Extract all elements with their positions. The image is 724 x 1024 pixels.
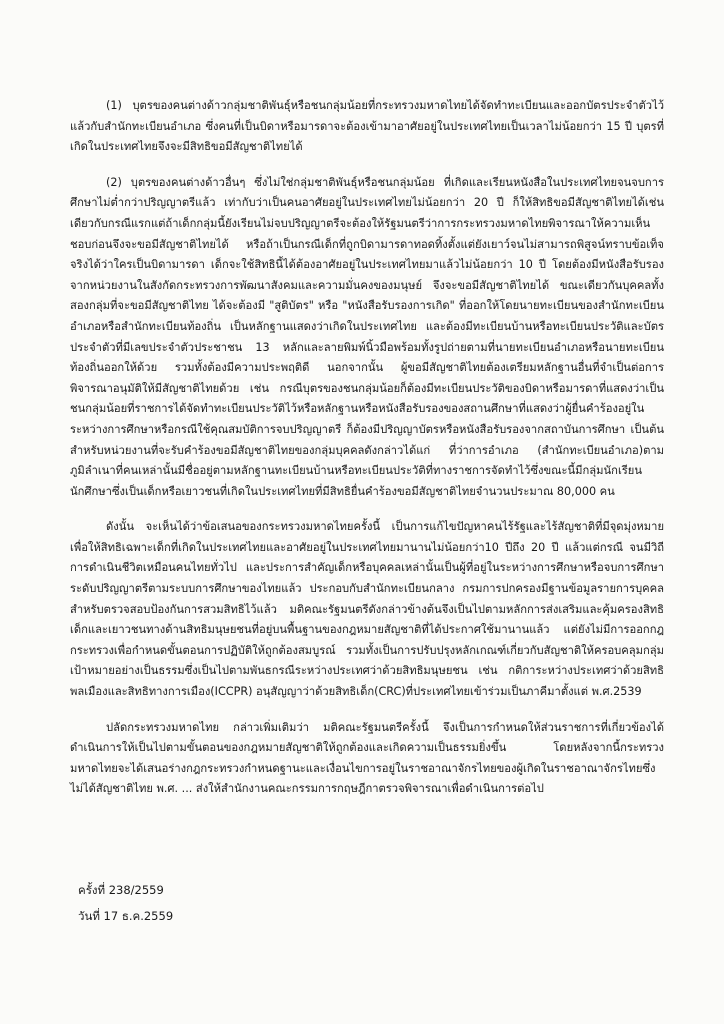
- paragraph-1: [70, 96, 664, 158]
- paragraph-1-text: (1) บุตรของคนต่างด้าวกลุ่มชาติพันธุ์หรือชนกลุ่มน้อยที่กระทรวงมหาดไทยได้จัดทำทะเบียนและออกบัตรประจำตัวไว้แล้วกับสำนักทะเบียนอำเภอ ซึ่งคนที่เป็นบิดาหรือมารดาจะต้องเข้ามาอาศัยอยู่ในประเทศไทยเป็นเวลาไม่น้อยกว่า 15 ปี บุตรที่เกิดในประเทศไทยจึงจะมีสิทธิขอมีสัญชาติไทยได้: [70, 99, 664, 154]
- paragraph-2: [70, 173, 664, 503]
- paragraph-2-text: (2) บุตรของคนต่างด้าวอื่นๆ ซึ่งไม่ใช่กลุ่มชาติพันธุ์หรือชนกลุ่มน้อย ที่เกิดและเรียนหนังสือในประเทศไทยจนจบการศึกษาไม่ต่ำกว่าปริญญาตรีแล้ว เท่ากับว่าเป็นคนอาศัยอยู่ในประเทศไทยไม่น้อยกว่า 20 ปี ก็ให้สิทธิขอมีสัญชาติไทยได้เช่นเดียวกับกรณีแรกแต่ถ้าเด็กกลุ่มนี้ยังเรียนไม่จบปริญญาตรีจะต้องให้รัฐมนตรีว่าการกระทรวงมหาดไทยพิจารณาให้ความเห็นชอบก่อนจึงจะขอมีสัญชาติไทยได้ หรือถ้าเป็นกรณีเด็กที่ถูกบิดามารดาทอดทิ้งตั้งแต่ยังเยาว์จนไม่สามารถพิสูจน์ทราบข้อเท็จจริงได้ว่าใครเป็นบิดามารดา เด็กจะใช้สิทธินี้ได้ต้องอาศัยอยู่ในประเทศไทยมาแล้วไม่น้อยกว่า 10 ปี โดยต้องมีหนังสือรับรองจากหน่วยงานในสังกัดกระทรวงการพัฒนาสังคมและความมั่นคงของมนุษย์ จึงจะขอมีสัญชาติไทยได้ ขณะเดียวกันบุคคลทั้งสองกลุ่มที่จะขอมีสัญชาติไทย ได้จะต้องมี "สูติบัตร" หรือ "หนังสือรับรองการเกิด" ที่ออกให้โดยนายทะเบียนของสำนักทะเบียนอำเภอหรือสำนักทะเบียนท้องถิ่น เป็นหลักฐานแสดงว่าเกิดในประเทศไทย และต้องมีทะเบียนบ้านหรือทะเบียนประวัติและบัตรประจำตัวที่มีเลขประจำตัวประชาชน 13 หลักและลายพิมพ์นิ้วมือพร้อมทั้งรูปถ่ายตามที่นายทะเบียนอำเภอหรือนายทะเบียนท้องถิ่นออกให้ด้วย รวมทั้งต้องมีความประพฤติดี นอกจากนั้น ผู้ขอมีสัญชาติไทยต้องเตรียมหลักฐานอื่นที่จำเป็นต่อการพิจารณาอนุมัติให้มีสัญชาติไทยด้วย เช่น กรณีบุตรของชนกลุ่มน้อยก็ต้องมีทะเบียนประวัติของบิดาหรือมารดาที่แสดงว่าเป็นชนกลุ่มน้อยที่ราชการได้จัดทำทะเบียนประวัติไว้หรือหลักฐานหรือหนังสือรับรองของสถานศึกษาที่แสดงว่าผู้ยื่นคำร้องอยู่ในระหว่างการศึกษาหรือกรณีใช้คุณสมบัติการจบปริญญาตรี ก็ต้องมีปริญญาบัตรหรือหนังสือรับรองจากสถาบันการศึกษา เป็นต้น สำหรับหน่วยงานที่จะรับคำร้องขอมีสัญชาติไทยของกลุ่มบุคคลดังกล่าวได้แก่ ที่ว่าการอำเภอ (สำนักทะเบียนอำเภอ)ตามภูมิลำเนาที่คนเหล่านั้นมีชื่ออยู่ตามหลักฐานทะเบียนบ้านหรือทะเบียนประวัติที่ทางราชการจัดทำไว้ซึ่งขณะนี้มีกลุ่มนักเรียนนักศึกษาซึ่งเป็นเด็กหรือเยาวชนที่เกิดในประเทศไทยที่มีสิทธิยื่นคำร้องขอมีสัญชาติไทยจำนวนประมาณ 80,000 คน: [70, 175, 664, 498]
- paragraph-3: [70, 517, 664, 702]
- document-footer: [78, 877, 173, 929]
- paragraph-3-text: ดังนั้น จะเห็นได้ว่าข้อเสนอของกระทรวงมหาดไทยครั้งนี้ เป็นการแก้ไขปัญหาคนไร้รัฐและไร้สัญชาติที่มีจุดมุ่งหมายเพื่อให้สิทธิเฉพาะเด็กที่เกิดในประเทศไทยและอาศัยอยู่ในประเทศไทยมานานไม่น้อยกว่า10 ปีถึง 20 ปี แล้วแต่กรณี จนมีวิถีการดำเนินชีวิตเหมือนคนไทยทั่วไป และประการสำคัญเด็กหรือบุคคลเหล่านั้นเป็นผู้ที่อยู่ในระหว่างการศึกษาหรือจบการศึกษาระดับปริญญาตรีตามระบบการศึกษาของไทยแล้ว ประกอบกับสำนักทะเบียนกลาง กรมการปกครองมีฐานข้อมูลรายการบุคคลสำหรับตรวจสอบป้องกันการสวมสิทธิไว้แล้ว มติคณะรัฐมนตรีดังกล่าวข้างต้นจึงเป็นไปตามหลักการส่งเสริมและคุ้มครองสิทธิเด็กและเยาวชนทางด้านสิทธิมนุษยชนที่อยู่บนพื้นฐานของกฎหมายสัญชาติที่ได้ประกาศใช้มานานแล้ว แต่ยังไม่มีการออกกฎกระทรวงเพื่อกำหนดขั้นตอนการปฏิบัติให้ถูกต้องสมบูรณ์ รวมทั้งเป็นการปรับปรุงหลักเกณฑ์เกี่ยวกับสัญชาติให้ครอบคลุมกลุ่มเป้าหมายอย่างเป็นธรรมซึ่งเป็นไปตามพันธกรณีระหว่างประเทศว่าด้วยสิทธิมนุษยชน เช่น กติการะหว่างประเทศว่าด้วยสิทธิพลเมืองและสิทธิทางการเมือง(ICCPR) อนุสัญญาว่าด้วยสิทธิเด็ก(CRC)ที่ประเทศไทยเข้าร่วมเป็นภาคีมาตั้งแต่ พ.ศ.2539: [70, 520, 664, 699]
- release-number: ครั้งที่ 238/2559: [78, 883, 164, 897]
- paragraph-4: [70, 718, 664, 800]
- release-date: วันที่ 17 ธ.ค.2559: [78, 909, 174, 923]
- paragraph-4-text: ปลัดกระทรวงมหาดไทย กล่าวเพิ่มเติมว่า มติคณะรัฐมนตรีครั้งนี้ จึงเป็นการกำหนดให้ส่วนราชการที่เกี่ยวข้องได้ดำเนินการให้เป็นไปตามขั้นตอนของกฎหมายสัญชาติให้ถูกต้องและเกิดความเป็นธรรมยิ่งขึ้น โดยหลังจากนี้กระทรวงมหาดไทยจะได้เสนอร่างกฎกระทรวงกำหนดฐานะและเงื่อนไขการอยู่ในราชอาณาจักรไทยของผู้เกิดในราชอาณาจักรไทยซึ่งไม่ได้สัญชาติไทย พ.ศ. ... ส่งให้สำนักงานคณะกรรมการกฤษฎีกาตรวจพิจารณาเพื่อดำเนินการต่อไป: [70, 720, 664, 796]
